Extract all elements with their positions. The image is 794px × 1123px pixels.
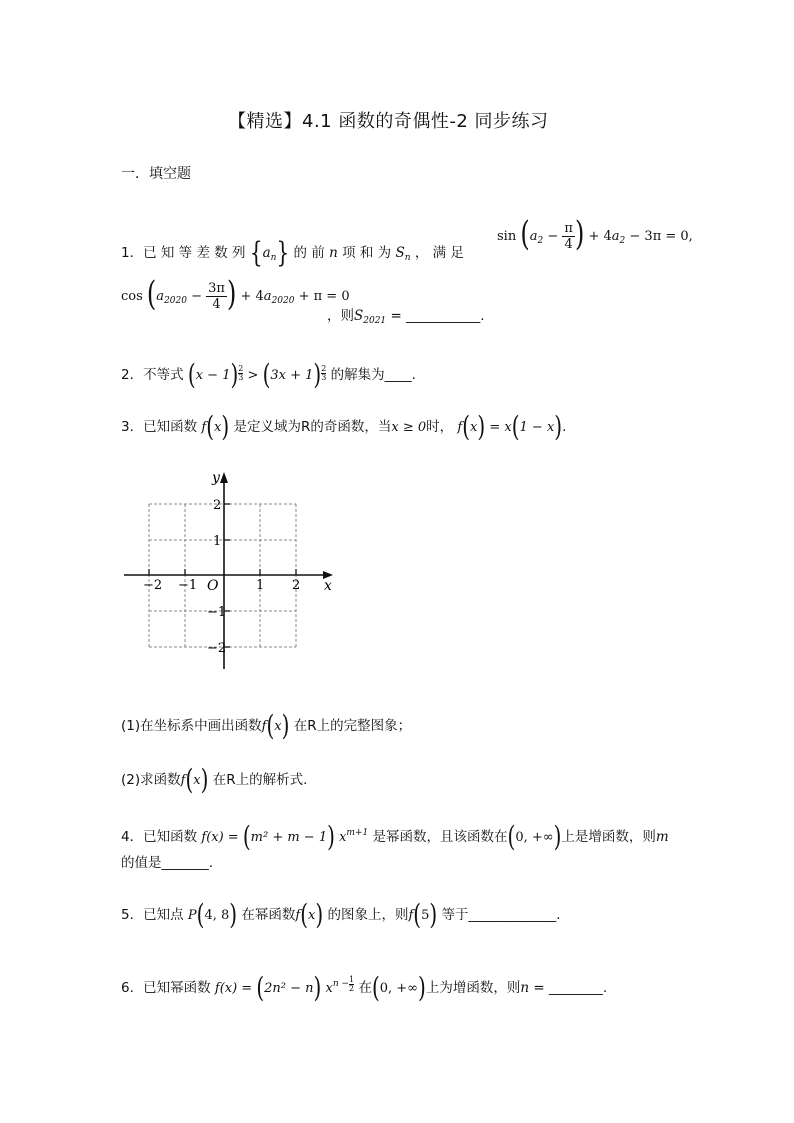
- q6-exp-num: 1: [349, 975, 355, 984]
- q4-text-2: 是幂函数，且该函数在: [372, 829, 508, 845]
- section-heading: 一．填空题: [121, 166, 191, 182]
- q4-base: m² + m − 1: [250, 830, 328, 845]
- q6-interval: 0, +∞: [379, 981, 419, 996]
- q1-text-5: ，则: [327, 308, 354, 324]
- S2021-subscript: 2021: [363, 316, 387, 326]
- eqB-den: 4: [212, 297, 221, 312]
- q4-text-1: 已知函数: [143, 829, 198, 845]
- q1-text-3: 项 和 为: [342, 245, 392, 261]
- q3-expr-rhs: = x: [489, 420, 512, 435]
- eqA-a2: a: [611, 229, 620, 244]
- q3-condition: x ≥ 0: [391, 420, 427, 435]
- q5-text-2: 在幂函数: [241, 907, 296, 923]
- y-axis-arrow: [220, 472, 228, 483]
- q6-exp-fraction: [349, 976, 354, 993]
- eqB-a2: a: [263, 289, 272, 304]
- q3-text-4: .: [562, 419, 567, 435]
- q2-rhs: 3x + 1: [270, 368, 314, 383]
- sequence-symbol: a: [262, 245, 271, 261]
- q3-sub1-text-b: 在R上的完整图象；: [293, 718, 412, 734]
- q6-exp-den: 2: [349, 984, 355, 993]
- q2-exponent-2: [321, 365, 326, 382]
- q1-answer-blank: = ___________.: [390, 308, 485, 324]
- question-5: 5．已知点 P(4, 8) 在幂函数f(x) 的图象上，则f(5) 等于_____________.: [121, 897, 561, 931]
- q5-point: 4, 8: [204, 908, 230, 923]
- question-number: 2．: [121, 367, 144, 383]
- coordinate-grid: [118, 462, 348, 677]
- q1-equation-b: $\cos (a_{2020}$ − $\frac{3\pi}{4}$ ) + $4a_{2020} + \pi = 0$: [121, 274, 350, 314]
- q2-exp-num-2: 2: [321, 364, 327, 373]
- eqB-a2-sub: 2020: [271, 296, 295, 306]
- q5-text-4: 等于_____________.: [441, 907, 561, 923]
- q3-sub1-x: x: [274, 719, 282, 734]
- q3-subquestion-1: (1)在坐标系中画出函数f(x) 在R上的完整图象；: [121, 708, 412, 742]
- eqB-a-sub: 2020: [164, 296, 187, 306]
- q3-sub1-text: (1)在坐标系中画出函数: [121, 718, 262, 734]
- question-1-line-1: 1．已 知 等 差 数 列 $\{a_n\}$ 的 前 n 项 和 为 $S_n$ ， 满 足: [121, 235, 464, 269]
- q3-x: x: [214, 420, 222, 435]
- eqA-minus: −: [547, 229, 559, 244]
- q1-equation-a: $\sin (a_2$ − $\frac{\pi}{4}$ ) + $4a_2 - 3\pi = 0$,: [497, 214, 693, 254]
- q3-sub2-f: f: [180, 773, 186, 788]
- question-2: 2．不等式 (x − 1) $\frac{2}{3}$ > (3x + 1) $\frac{2}{3}$ 的解集为____.: [121, 357, 416, 391]
- eqB-rest: + 4: [240, 289, 264, 304]
- q4-exponent: m+1: [346, 828, 369, 838]
- q5-P: P: [187, 908, 197, 923]
- page-title: 【精选】4.1 函数的奇偶性-2 同步练习: [228, 111, 549, 132]
- q5-text-1: 已知点: [143, 907, 184, 923]
- q6-text-1: 已知幂函数: [143, 980, 211, 996]
- eqA-den: 4: [564, 237, 573, 252]
- q4-m: m: [655, 829, 669, 845]
- question-4: 4．已知函数 f(x) = (m² + m − 1) $x^{m+1}$ 是幂函数，且该函数在(0, +∞)上是增函数，则m: [121, 819, 669, 853]
- sin-label: sin: [497, 229, 517, 244]
- eqA-a: a: [529, 229, 538, 244]
- question-number: 6．: [121, 980, 144, 996]
- eqB-tail: + π = 0: [298, 289, 350, 304]
- q3-subquestion-2: (2)求函数f(x) 在R上的解析式.: [121, 762, 308, 796]
- eqA-a2-sub: 2: [619, 236, 626, 246]
- q6-n: n: [520, 980, 530, 996]
- q4-x: x: [339, 830, 347, 845]
- q3-text-1: 已知函数: [143, 419, 198, 435]
- q4-text-3: 上是增函数，则: [561, 829, 656, 845]
- n-symbol: n: [329, 245, 338, 261]
- q5-arg: 5: [421, 908, 430, 923]
- q3-sub2-x: x: [193, 773, 201, 788]
- question-4-line-2: 的值是_______.: [121, 855, 214, 871]
- q3-sub1-f: f: [261, 719, 267, 734]
- y-tick-label: 2: [213, 498, 222, 513]
- q3-text-3: 时，: [426, 419, 454, 435]
- eqB-a: a: [156, 289, 165, 304]
- eqA-tail: − 3π = 0,: [629, 229, 693, 244]
- q1-answer-line: [327, 304, 485, 326]
- question-number: 4．: [121, 829, 144, 845]
- y-tick-label: −1: [207, 605, 227, 620]
- q6-text-4: = ________.: [533, 980, 608, 996]
- y-tick-label: −2: [207, 641, 227, 656]
- S2021-symbol: S: [354, 308, 364, 324]
- q3-f: f: [201, 420, 207, 435]
- x-tick-label: −1: [178, 578, 198, 593]
- q5-f2: f: [408, 908, 414, 923]
- x-tick-label: 2: [292, 578, 301, 593]
- q1-text-2: 的 前: [293, 245, 325, 261]
- question-number: 1．: [121, 245, 144, 261]
- q2-text-2: 的解集为____.: [330, 367, 416, 383]
- q6-exp-n: n −: [332, 979, 350, 989]
- q5-x: x: [308, 908, 316, 923]
- eqA-num: π: [564, 221, 573, 236]
- S-symbol: S: [395, 245, 405, 261]
- q6-text-3: 上为增函数，则: [425, 980, 521, 996]
- q3-sub2-text: (2)求函数: [121, 772, 181, 788]
- question-number: 5．: [121, 907, 144, 923]
- q6-eq-lhs: f(x) =: [214, 981, 253, 996]
- q6-x: x: [325, 981, 333, 996]
- eqA-a-sub: 2: [537, 236, 544, 246]
- x-tick-label: 1: [256, 578, 265, 593]
- question-number: 3．: [121, 419, 144, 435]
- q5-text-3: 的图象上，则: [327, 907, 409, 923]
- q6-text-2: 在: [358, 980, 372, 996]
- q3-sub2-text-b: 在R上的解析式.: [212, 772, 308, 788]
- question-6: 6．已知幂函数 f(x) = (2n² − n) $x^{n -}$ $\frac{1}{2}$ 在(0, +∞)上为增函数，则n = ________.: [121, 970, 608, 1004]
- q2-text-1: 不等式: [143, 367, 184, 383]
- question-3: 3．已知函数 f(x) 是定义域为R的奇函数，当x ≥ 0时， f(x) = x(1 − x).: [121, 409, 567, 443]
- q2-lhs: x − 1: [195, 368, 231, 383]
- q2-exponent-1: [238, 365, 243, 382]
- q5-f: f: [295, 908, 301, 923]
- eqA-rest: + 4: [588, 229, 612, 244]
- y-tick-label: 1: [213, 534, 222, 549]
- eqB-minus: −: [191, 289, 203, 304]
- cos-label: cos: [121, 289, 143, 304]
- q1-text-1: 已 知 等 差 数 列: [143, 245, 246, 261]
- origin-label: O: [207, 578, 219, 594]
- q2-exp-den-1: 3: [238, 373, 244, 382]
- x-axis-label: x: [324, 578, 332, 594]
- q3-text-2: 是定义域为R的奇函数，当: [233, 419, 392, 435]
- sequence-subscript: n: [270, 253, 277, 263]
- eqA-fraction: [562, 221, 575, 252]
- y-axis-label: y: [212, 470, 220, 486]
- x-tick-label: −2: [143, 578, 163, 593]
- q1-text-4: ， 满 足: [414, 245, 464, 261]
- q6-base: 2n² − n: [264, 981, 314, 996]
- q3-expr-f: f: [457, 420, 463, 435]
- S-subscript: n: [404, 253, 411, 263]
- eqB-fraction: [206, 281, 227, 312]
- eqB-num: 3π: [208, 281, 225, 296]
- q2-gt: >: [247, 368, 259, 383]
- q3-expr-x: x: [470, 420, 478, 435]
- q3-expr-inner: 1 − x: [519, 420, 555, 435]
- q2-exp-num-1: 2: [238, 364, 244, 373]
- q4-interval: 0, +∞: [515, 830, 554, 845]
- q2-exp-den-2: 3: [321, 373, 327, 382]
- q4-eq-lhs: f(x) =: [201, 830, 239, 845]
